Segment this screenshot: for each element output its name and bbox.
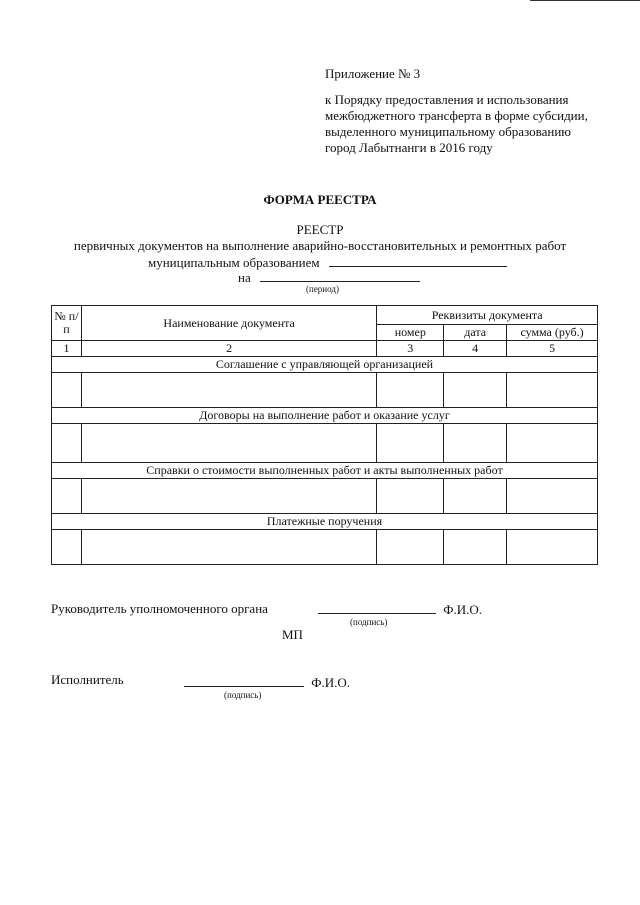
cell[interactable] — [52, 424, 82, 463]
cell[interactable] — [444, 373, 507, 408]
cell[interactable] — [81, 373, 376, 408]
cell[interactable] — [377, 373, 444, 408]
cell[interactable] — [444, 479, 507, 514]
header-requisites: Реквизиты документа — [377, 306, 598, 325]
cell[interactable] — [52, 479, 82, 514]
municipality-fill-line[interactable] — [329, 254, 507, 267]
cell[interactable] — [507, 424, 598, 463]
col-index: 2 — [81, 341, 376, 357]
appendix-line: межбюджетного трансферта в форме субсидии, — [325, 108, 588, 123]
executor-signature-line[interactable] — [184, 674, 304, 687]
scan-edge-line — [530, 0, 640, 1]
cell[interactable] — [444, 530, 507, 565]
head-signature-row — [318, 601, 482, 618]
stamp-label: МП — [282, 627, 303, 642]
cell[interactable] — [507, 479, 598, 514]
cell[interactable] — [81, 530, 376, 565]
register-subtitle: первичных документов на выполнение аварийно-восстановительных и ремонтных работ — [73, 238, 567, 253]
table-row — [52, 373, 598, 408]
cell[interactable] — [507, 530, 598, 565]
appendix-title: Приложение № 3 — [325, 66, 421, 81]
col-index: 3 — [377, 341, 444, 357]
head-label: Руководитель уполномоченного органа — [51, 601, 268, 616]
cell[interactable] — [52, 530, 82, 565]
section-title: Справки о стоимости выполненных работ и акты выполненных работ — [52, 463, 598, 479]
appendix-line: выделенного муниципальному образованию — [325, 124, 571, 139]
cell[interactable] — [377, 424, 444, 463]
head-fio: Ф.И.О. — [443, 602, 483, 617]
cell[interactable] — [507, 373, 598, 408]
executor-signature-caption: (подпись) — [224, 690, 262, 700]
period-on-label: на — [238, 270, 251, 285]
executor-signature-row — [184, 674, 350, 691]
section-title: Платежные поручения — [52, 514, 598, 530]
col-index: 4 — [444, 341, 507, 357]
table-row — [52, 424, 598, 463]
col-index: 5 — [507, 341, 598, 357]
form-title: ФОРМА РЕЕСТРА — [263, 192, 377, 207]
header-name: Наименование документа — [81, 306, 376, 341]
section-title: Соглашение с управляющей организацией — [52, 357, 598, 373]
table-row — [52, 530, 598, 565]
table-row — [52, 479, 598, 514]
section-title: Договоры на выполнение работ и оказание услуг — [52, 408, 598, 424]
col-index: 1 — [52, 341, 82, 357]
period-caption: (период) — [306, 284, 339, 294]
header-number: номер — [377, 325, 444, 341]
head-signature-line[interactable] — [318, 601, 436, 614]
appendix-line: город Лабытнанги в 2016 году — [325, 140, 493, 155]
header-sum: сумма (руб.) — [507, 325, 598, 341]
header-date: дата — [444, 325, 507, 341]
appendix-line: к Порядку предоставления и использования — [325, 92, 569, 107]
period-fill-line[interactable] — [260, 269, 420, 282]
executor-fio: Ф.И.О. — [311, 675, 351, 690]
cell[interactable] — [377, 479, 444, 514]
register-title: РЕЕСТР — [296, 222, 344, 237]
municipality-label: муниципальным образованием — [148, 255, 320, 270]
cell[interactable] — [52, 373, 82, 408]
cell[interactable] — [377, 530, 444, 565]
appendix-block — [325, 66, 588, 156]
head-signature-caption: (подпись) — [350, 617, 388, 627]
cell[interactable] — [81, 479, 376, 514]
register-table — [51, 305, 598, 565]
executor-label: Исполнитель — [51, 672, 124, 687]
cell[interactable] — [81, 424, 376, 463]
header-num: № п/п — [52, 306, 82, 341]
cell[interactable] — [444, 424, 507, 463]
